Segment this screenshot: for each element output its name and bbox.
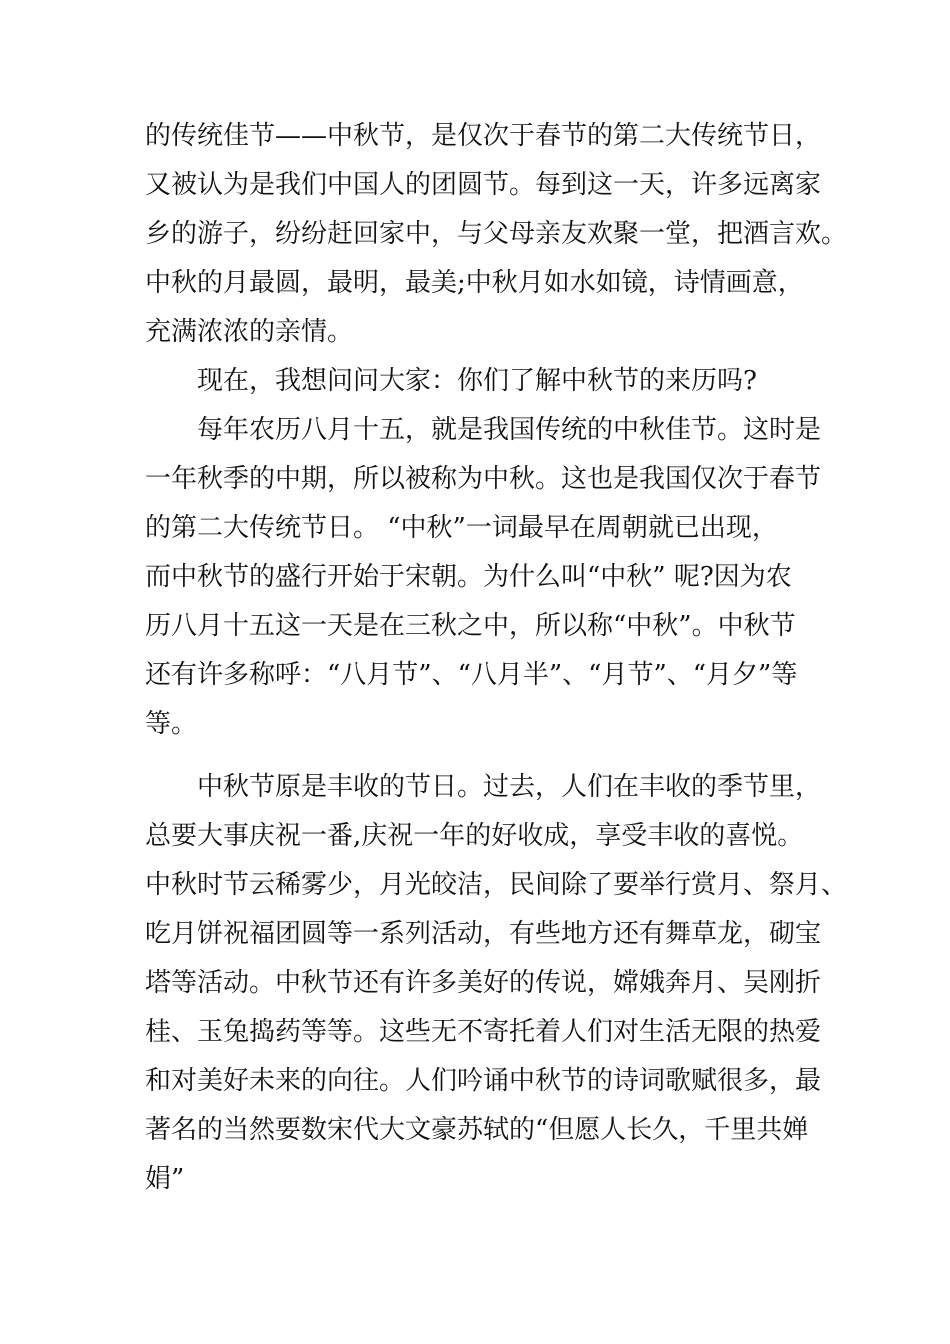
text-line: 和对美好未来的向往。人们吟诵中秋节的诗词歌赋很多，最	[145, 1066, 822, 1096]
text-line: 充满浓浓的亲情。	[145, 317, 354, 347]
text-line: 历八月十五这一天是在三秋之中，所以称“中秋”。中秋节	[145, 611, 796, 641]
text-line: 而中秋节的盛行开始于宋朝。为什么叫“中秋” 呢?因为农	[145, 562, 792, 592]
text-line: 的第二大传统节日。 “中秋”一词最早在周朝就已出现，	[145, 513, 778, 543]
text-line: 总要大事庆祝一番,庆祝一年的好收成，享受丰收的喜悦。	[145, 821, 804, 851]
paragraph-spacer	[145, 749, 810, 763]
text-line: 乡的游子，纷纷赶回家中，与父母亲友欢聚一堂，把酒言欢。	[145, 219, 848, 249]
text-line: 现在，我想问问大家：你们了解中秋节的来历吗?	[197, 366, 757, 396]
text-line: 中秋节原是丰收的节日。过去，人们在丰收的季节里，	[197, 772, 822, 802]
text-line: 中秋的月最圆，最明，最美;中秋月如水如镜，诗情画意，	[145, 268, 804, 298]
text-line: 还有许多称呼：“八月节”、“八月半”、“月节”、“月夕”等	[145, 660, 798, 690]
text-line: 等。	[145, 709, 198, 739]
text-line: 桂、玉兔捣药等等。这些无不寄托着人们对生活无限的热爱	[145, 1017, 822, 1047]
paragraph-1	[145, 112, 848, 357]
text-line: 著名的当然要数宋代大文豪苏轼的“但愿人长久，千里共婵	[145, 1115, 809, 1145]
text-line: 每年农历八月十五，就是我国传统的中秋佳节。这时是	[197, 415, 822, 445]
text-line: 娟”	[145, 1164, 185, 1194]
paragraph-2	[145, 357, 810, 406]
text-line: 的传统佳节——中秋节，是仅次于春节的第二大传统节日，	[145, 121, 822, 151]
paragraph-4	[145, 763, 848, 1204]
text-line: 吃月饼祝福团圆等一系列活动，有些地方还有舞草龙，砌宝	[145, 919, 822, 949]
text-line: 塔等活动。中秋节还有许多美好的传说，嫦娥奔月、吴刚折	[145, 968, 822, 998]
text-line: 中秋时节云稀雾少，月光皎洁，民间除了要举行赏月、祭月、	[145, 870, 848, 900]
paragraph-3	[145, 406, 822, 749]
text-line: 又被认为是我们中国人的团圆节。每到这一天，许多远离家	[145, 170, 822, 200]
text-line: 一年秋季的中期，所以被称为中秋。这也是我国仅次于春节	[145, 464, 822, 494]
document-page	[145, 112, 848, 1204]
